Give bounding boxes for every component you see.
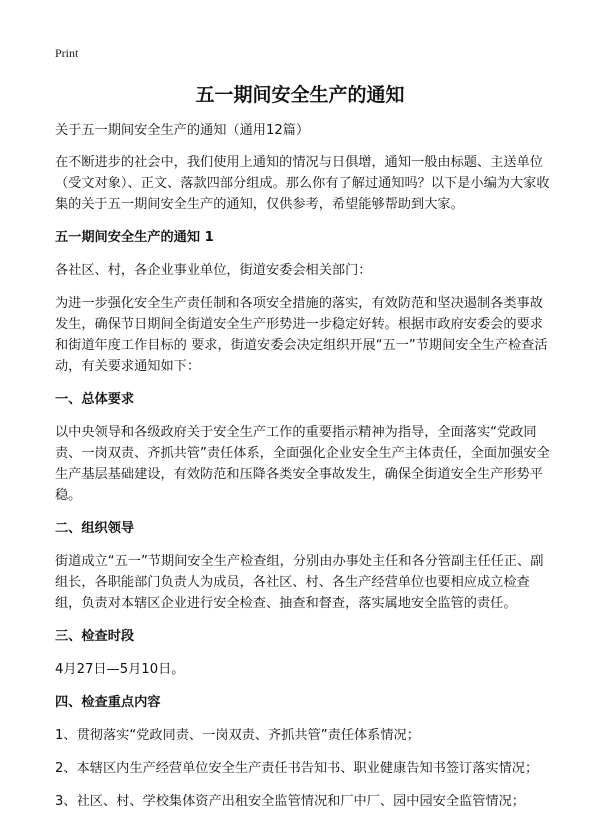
section-body-general: 以中央领导和各级政府关于安全生产工作的重要指示精神为指导，全面落实“党政同责、一岗双责、齐抓共管”责任体系，全面强化企业安全生产主体责任，全面加强安全生产基层基础建设，有效防范和压降各类安全事故发生，确保全街道安全生产形势平稳。: [55, 425, 550, 503]
section-body-period: 4月27日—5月10日。: [55, 662, 185, 677]
document-subtitle: 关于五一期间安全生产的通知（通用12篇）: [55, 123, 310, 138]
addressee-line: 各社区、村，各企业事业单位，街道安委会相关部门：: [55, 263, 372, 278]
section-body-organization: 街道成立“五一”节期间安全生产检查组，分别由办事处主任和各分管副主任任正、副组长，各职能部门负责人为成员，各社区、村、各生产经营单位也要相应成立检查组，负责对本辖区企业进行安全检查、抽查和督查，落实属地安全监管的责任。: [55, 554, 544, 611]
document-body: [55, 120, 551, 824]
notice-heading: 五一期间安全生产的通知 1: [55, 230, 214, 245]
list-item: 1、贯彻落实“党政同责、一岗双责、齐抓共管”责任体系情况；: [55, 728, 420, 743]
list-item: 3、社区、村、学校集体资产出租安全监管情况和厂中厂、园中园安全监管情况；: [55, 794, 525, 809]
section-heading-focus: 四、检查重点内容: [55, 695, 161, 710]
print-link[interactable]: Print: [55, 46, 79, 60]
section-heading-period: 三、检查时段: [55, 629, 135, 644]
opening-paragraph: 为进一步强化安全生产责任制和各项安全措施的落实，有效防范和坚决遏制各类事故发生，确保节日期间全街道安全生产形势进一步稳定好转。根据市政府安委会的要求和街道年度工作目标的 要求，街道安委会决定组织开展“五一”节期间安全生产检查活动，有关要求通知如下：: [55, 296, 548, 374]
document-title: 五一期间安全生产的通知: [195, 84, 405, 106]
section-heading-general: 一、总体要求: [55, 392, 135, 407]
intro-paragraph: 在不断进步的社会中，我们使用上通知的情况与日俱增，通知一般由标题、主送单位（受文对象）、正文、落款四部分组成。那么你有了解过通知吗？以下是小编为大家收集的关于五一期间安全生产的通知，仅供参考，希望能够帮助到大家。: [55, 155, 550, 212]
list-item: 2、本辖区内生产经营单位安全生产责任书告知书、职业健康告知书签订落实情况；: [55, 761, 539, 776]
section-heading-organization: 二、组织领导: [55, 521, 135, 536]
